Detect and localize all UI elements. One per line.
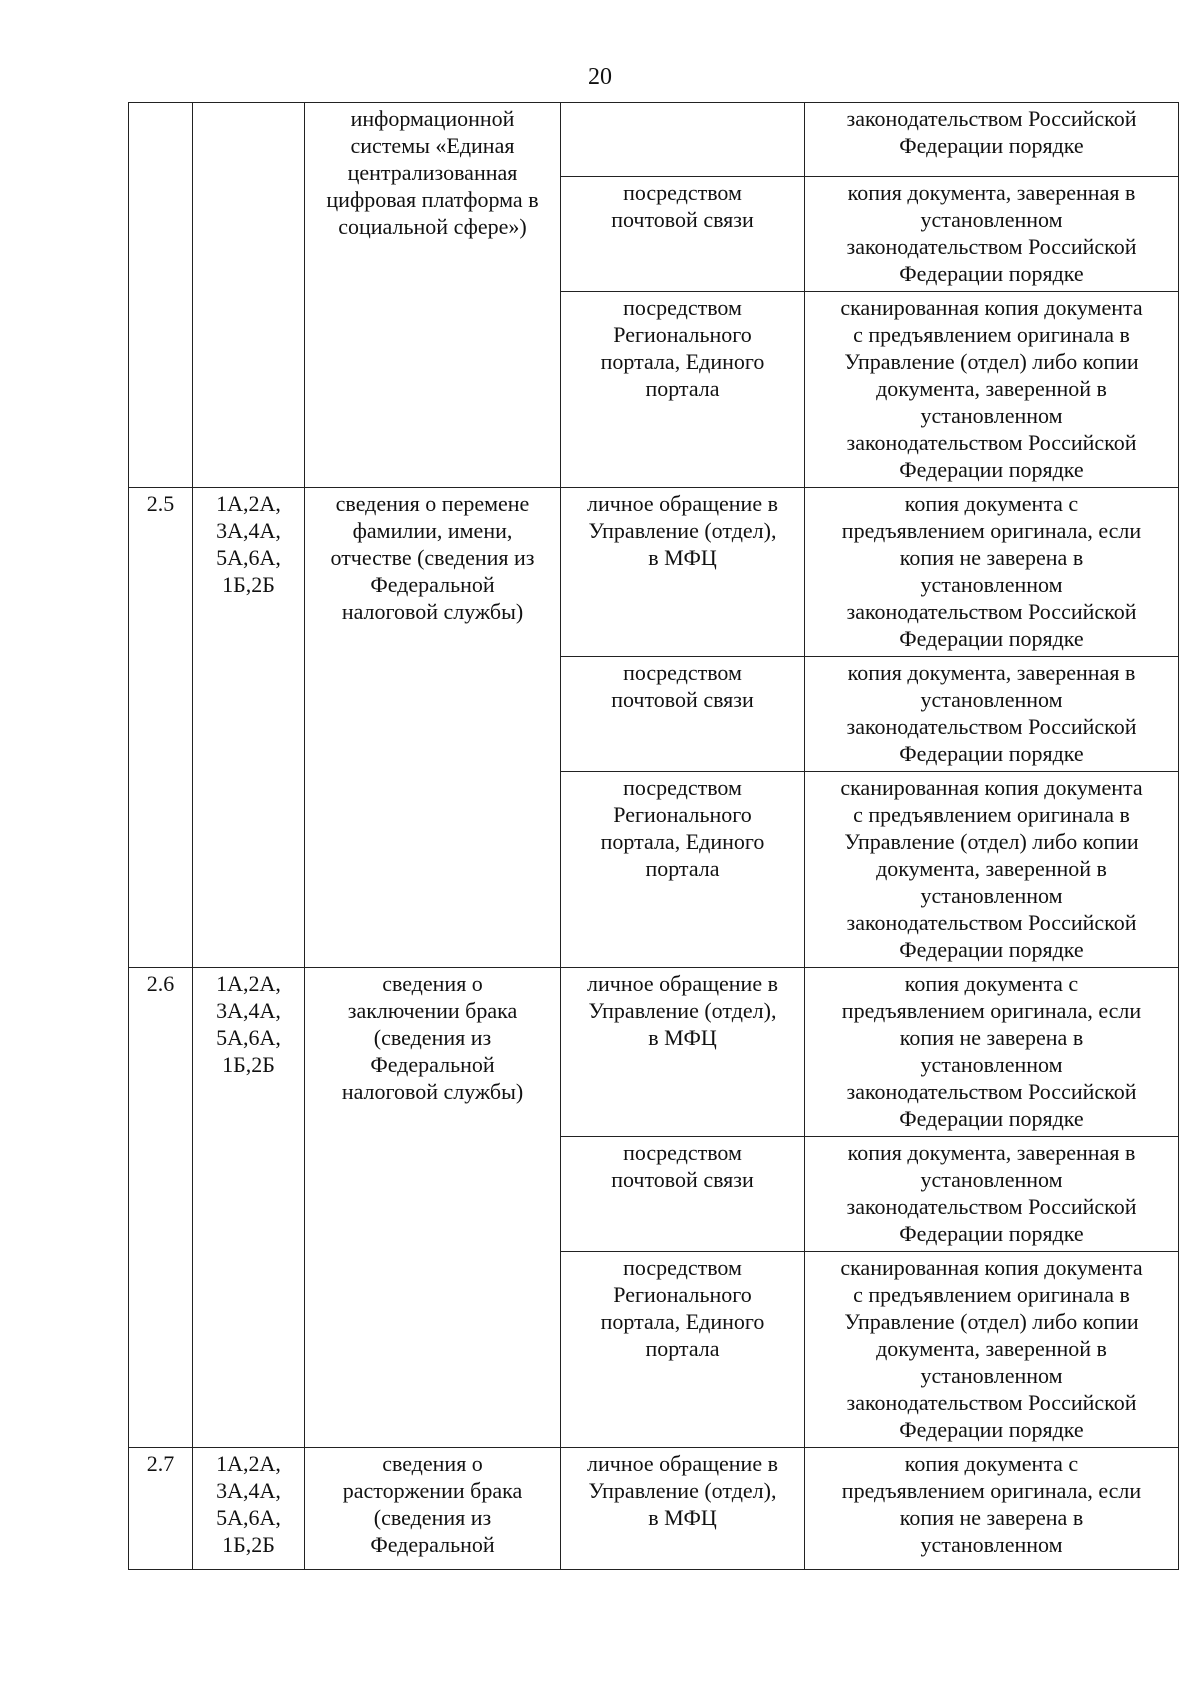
document-form-cell: сканированная копия документа с предъявлением оригинала в Управление (отдел) либо копии документа, заверенной в установленном законодательством Российской Федерации порядке (805, 1252, 1179, 1448)
applicant-category-cell: 1А,2А, 3А,4А, 5А,6А, 1Б,2Б (193, 968, 305, 1448)
document-info-cell: сведения о перемене фамилии, имени, отчестве (сведения из Федеральной налоговой службы) (305, 488, 561, 968)
document-form-cell: копия документа с предъявлением оригинала, если копия не заверена в установленном (805, 1448, 1179, 1570)
table-row (129, 968, 1179, 1137)
table-row (129, 103, 1179, 177)
document-form-cell: сканированная копия документа с предъявлением оригинала в Управление (отдел) либо копии документа, заверенной в установленном законодательством Российской Федерации порядке (805, 292, 1179, 488)
applicant-category-cell: 1А,2А, 3А,4А, 5А,6А, 1Б,2Б (193, 1448, 305, 1570)
document-form-cell: сканированная копия документа с предъявлением оригинала в Управление (отдел) либо копии документа, заверенной в установленном законодательством Российской Федерации порядке (805, 772, 1179, 968)
document-info-cell: сведения о расторжении брака (сведения из Федеральной (305, 1448, 561, 1570)
applicant-category-cell (193, 103, 305, 488)
document-form-cell: копия документа, заверенная в установленном законодательством Российской Федерации порядке (805, 657, 1179, 772)
document-form-cell: копия документа с предъявлением оригинала, если копия не заверена в установленном законодательством Российской Федерации порядке (805, 488, 1179, 657)
item-number-cell: 2.5 (129, 488, 193, 968)
submission-method-cell: посредством почтовой связи (561, 657, 805, 772)
item-number-cell: 2.7 (129, 1448, 193, 1570)
document-info-cell: сведения о заключении брака (сведения из Федеральной налоговой службы) (305, 968, 561, 1448)
submission-method-cell: посредством Регионального портала, Единого портала (561, 292, 805, 488)
document-form-cell: копия документа, заверенная в установленном законодательством Российской Федерации порядке (805, 177, 1179, 292)
submission-method-cell: посредством Регионального портала, Единого портала (561, 1252, 805, 1448)
table-row (129, 1448, 1179, 1570)
submission-method-cell: личное обращение в Управление (отдел), в МФЦ (561, 968, 805, 1137)
submission-method-cell: посредством почтовой связи (561, 1137, 805, 1252)
document-form-cell: копия документа, заверенная в установленном законодательством Российской Федерации порядке (805, 1137, 1179, 1252)
submission-method-cell: личное обращение в Управление (отдел), в МФЦ (561, 488, 805, 657)
item-number-cell: 2.6 (129, 968, 193, 1448)
documents-table (128, 102, 1179, 1570)
submission-method-cell: личное обращение в Управление (отдел), в МФЦ (561, 1448, 805, 1570)
document-form-cell: копия документа с предъявлением оригинала, если копия не заверена в установленном законодательством Российской Федерации порядке (805, 968, 1179, 1137)
submission-method-cell: посредством почтовой связи (561, 177, 805, 292)
table-row (129, 488, 1179, 657)
applicant-category-cell: 1А,2А, 3А,4А, 5А,6А, 1Б,2Б (193, 488, 305, 968)
page-number: 20 (588, 64, 612, 90)
document-info-cell: информационной системы «Единая централизованная цифровая платформа в социальной сфере») (305, 103, 561, 488)
document-form-cell: законодательством Российской Федерации порядке (805, 103, 1179, 177)
submission-method-cell: посредством Регионального портала, Единого портала (561, 772, 805, 968)
submission-method-cell (561, 103, 805, 177)
item-number-cell (129, 103, 193, 488)
